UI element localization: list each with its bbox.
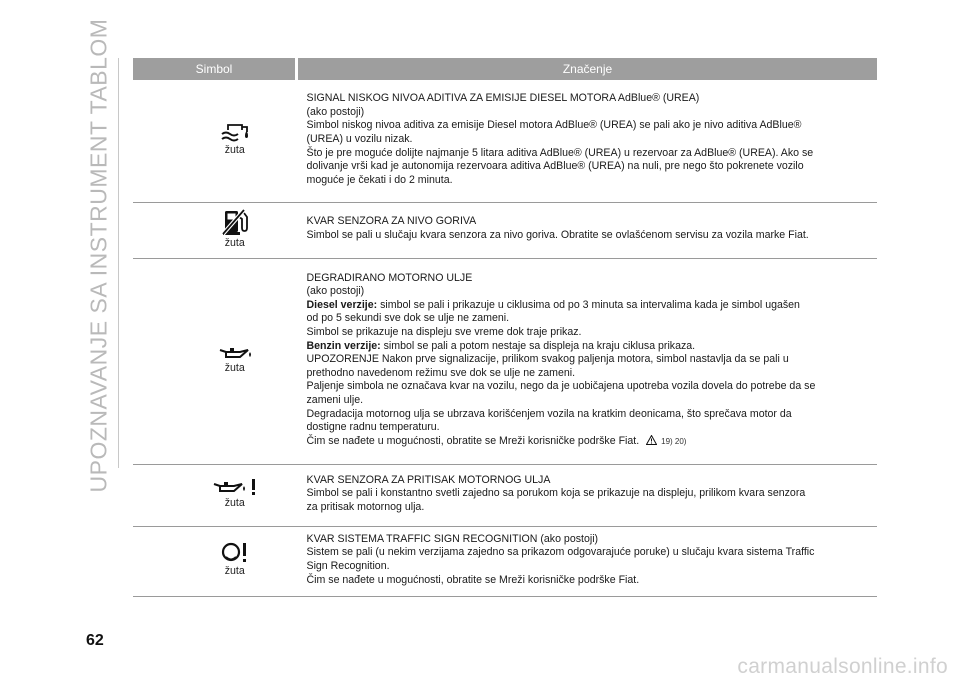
- row-text: Simbol se pali u slučaju kvara senzora za nivo goriva. Obratite se ovlašćenom servisu za vozila marke Fiat.: [306, 229, 809, 241]
- row-text: [307, 299, 878, 313]
- oil-can-icon: [218, 345, 252, 361]
- meaning-cell: [297, 258, 878, 464]
- row-text: Degradacija motornog ulja se ubrzava korišćenjem vozila na kratkim deonicama, što sprečava motor da: [306, 407, 792, 420]
- table-header-row: [133, 58, 877, 80]
- benzin-label: Benzin verzije:: [306, 339, 381, 352]
- row-text: od po 5 sekundi sve dok se ulje ne zameni.: [306, 312, 510, 325]
- traffic-sign-recognition-icon: [220, 542, 250, 564]
- symbol-cell: [133, 464, 297, 526]
- color-label: žuta: [224, 564, 245, 577]
- table-row: [133, 464, 877, 526]
- warning-triangle-icon: [646, 435, 657, 445]
- adblue-fluid-icon: [220, 121, 250, 143]
- row-title: DEGRADIRANO MOTORNO ULJE: [306, 271, 473, 284]
- color-label: žuta: [224, 361, 245, 374]
- row-title: KVAR SENZORA ZA PRITISAK MOTORNOG ULJA: [306, 473, 551, 486]
- symbol-cell: [133, 80, 297, 202]
- row-title: KVAR SENZORA ZA NIVO GORIVA: [306, 215, 477, 228]
- row-text: [307, 435, 878, 449]
- row-text: Što je pre moguće dolijte najmanje 5 litara aditiva AdBlue® (UREA) u rezervoar za AdBlue® (UREA). Ako se: [306, 146, 814, 159]
- row-text: (ako postoji): [306, 285, 365, 298]
- row-text: za pritisak motornog ulja.: [306, 500, 425, 513]
- row-text: Simbol se prikazuje na displeju sve vreme dok traje prikaz.: [306, 326, 582, 339]
- row-text: Sign Recognition.: [306, 560, 390, 572]
- oil-pressure-sensor-icon: [212, 478, 258, 496]
- table-row: [133, 258, 877, 464]
- symbol-cell: [133, 258, 297, 464]
- row-text: prethodno navedenom režimu sve dok se ulje ne zameni.: [306, 366, 576, 379]
- color-label: žuta: [224, 144, 245, 157]
- table-row: [133, 526, 877, 596]
- row-text: moguće je čekati i do 2 minuta.: [306, 173, 453, 186]
- table-row: [133, 202, 877, 258]
- fuel-level-sensor-icon: [220, 208, 250, 236]
- table-row: [133, 80, 877, 202]
- meaning-cell: [297, 464, 878, 526]
- meaning-cell: [297, 526, 878, 596]
- watermark: carmanualsonline.info: [737, 655, 948, 678]
- color-label: žuta: [224, 496, 245, 509]
- color-label: žuta: [224, 236, 245, 249]
- row-text: Čim se nađete u mogućnosti, obratite se Mreži korisničke podrške Fiat.: [306, 573, 640, 586]
- row-text: (UREA) u vozilu nizak.: [306, 132, 413, 145]
- row-text: Simbol niskog nivoa aditiva za emisije Diesel motora AdBlue® (UREA) se pali ako je nivo aditiva AdBlue®: [306, 119, 802, 132]
- row-title: KVAR SISTEMA TRAFFIC SIGN RECOGNITION (ako postoji): [306, 532, 599, 545]
- header-symbol: Simbol: [133, 58, 297, 80]
- meaning-cell: [297, 202, 878, 258]
- row-text-final: Čim se nađete u mogućnosti, obratite se Mreži korisničke podrške Fiat.: [306, 434, 640, 447]
- row-text: Paljenje simbola ne označava kvar na vozilu, nego da je uobičajena upotreba vozila dovela do potrebe da se: [306, 380, 816, 393]
- side-section-title: UPOZNAVANJE SA INSTRUMENT TABLOM: [85, 18, 112, 492]
- row-text: dolivanje vrši kad je autonomija rezervoara aditiva AdBlue® (UREA) na nuli, pre nego što pokrenete vozilo: [306, 160, 804, 173]
- row-text: UPOZORENJE Nakon prve signalizacije, prilikom svakog paljenja motora, simbol nastavlja da se pali u: [306, 353, 789, 366]
- row-text: [307, 340, 878, 354]
- row-text: zameni ulje.: [306, 393, 364, 406]
- symbol-cell: [133, 202, 297, 258]
- symbol-table: [133, 58, 877, 597]
- row-text: Simbol se pali i konstantno svetli zajedno sa porukom koja se prikazuje na displeju, prilikom kvara senzora: [306, 487, 806, 500]
- diesel-text: simbol se pali i prikazuje u ciklusima od po 3 minuta sa intervalima kada je simbol ugašen: [377, 298, 800, 311]
- diesel-label: Diesel verzije:: [306, 298, 378, 311]
- meaning-cell: [297, 80, 878, 202]
- header-meaning: Značenje: [297, 58, 878, 80]
- page-number: 62: [86, 632, 104, 649]
- row-title: SIGNAL NISKOG NIVOA ADITIVA ZA EMISIJE DIESEL MOTORA AdBlue® (UREA): [306, 92, 700, 105]
- row-text: dostigne radnu temperaturu.: [306, 421, 440, 434]
- reference-notes: 19) 20): [661, 436, 687, 446]
- benzin-text: simbol se pali a potom nestaje sa displeja na kraju ciklusa prikaza.: [380, 339, 696, 352]
- symbol-cell: [133, 526, 297, 596]
- row-text: Sistem se pali (u nekim verzijama zajedno sa prikazom odgovarajuće poruke) u slučaju kvara sistema Traffic: [306, 546, 815, 559]
- side-divider: [118, 58, 119, 468]
- row-text: (ako postoji): [306, 105, 365, 118]
